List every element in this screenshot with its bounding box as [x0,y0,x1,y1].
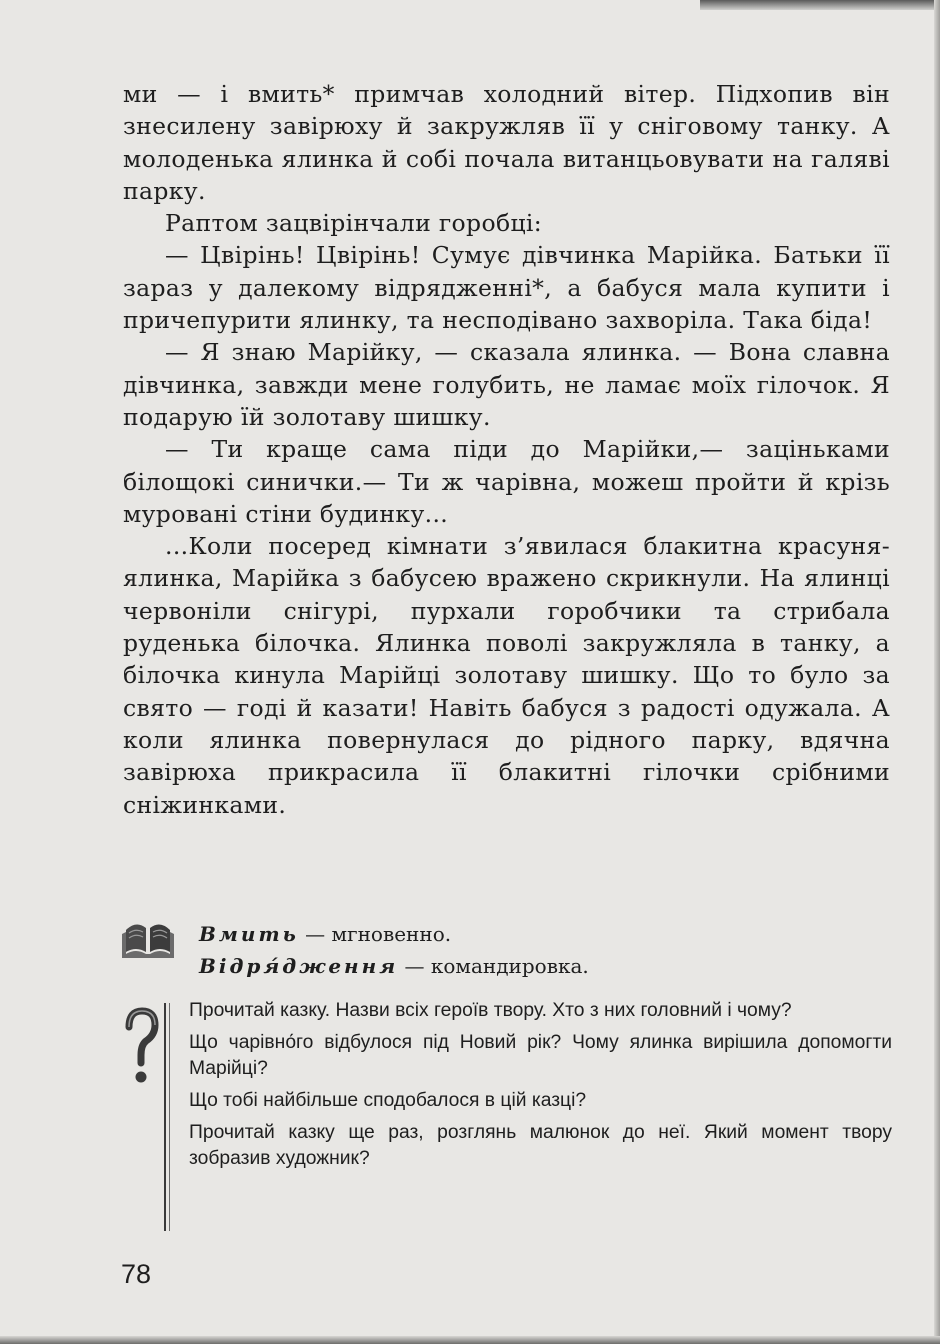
question-item: Прочитай казку. Назви всіх героїв твору. Хто з них головний і чому? [189,1000,792,1021]
page-edge-shadow-right [934,0,940,1344]
story-paragraph: — Ти краще сама піди до Марійки,— заціньками білощокі синички.— Ти ж чарівна, можеш пройти й крізь муровані стіни будинку... [123,435,890,528]
question-item: Прочитай казку ще раз, розглянь малюнок до неї. Який момент твору зобразив художник? [189,1122,892,1169]
story-text [123,78,890,821]
glossary-entry [199,918,589,950]
story-paragraph: Раптом зацвірінчали горобці: [165,209,543,238]
glossary [118,918,878,982]
page-edge-shadow-bottom [0,1336,940,1344]
glossary-entry [199,950,589,982]
glossary-definition: — мгновенно. [298,922,452,946]
question-item: Що тобі найбільше сподобалося в цій казці? [189,1090,587,1111]
page-edge-shadow-top [700,0,940,10]
story-paragraph: — Я знаю Марійку, — сказала ялинка. — Вона славна дівчинка, завжди мене голубить, не ламає моїх гілочок. Я подарую їй золотаву шишку. [123,338,890,431]
question-mark-icon [122,1005,160,1089]
story-paragraph: — Цвірінь! Цвірінь! Сумує дівчинка Марійка. Батьки її зараз у далекому відрядженні*, а бабуся мала купити і причепурити ялинку, та несподівано захворіла. Така біда! [123,241,890,335]
open-book-icon [118,920,178,960]
glossary-definition: — командировка. [398,954,589,978]
questions-divider [164,1003,166,1231]
glossary-term: Вмить [199,922,299,946]
question-item: Що чарівно́го відбулося під Новий рік? Чому ялинка вирішила допомогти Марійці? [189,1032,892,1079]
questions-block [118,995,893,1235]
story-paragraph: ...Коли посеред кімнати з’явилася блакитна красуня-ялинка, Марійка з бабусею вражено скрикнули. На ялинці червоніли снігурі, пурхали горобчики та стрибала руденька білочка. Ялинка поволі закружляла в танку, а білочка кинула Марійці золотаву шишку. Що то було за свято — годі й казати! Навіть бабуся з радості одужала. А коли ялинка повернулася до рідного парку, вдячна завірюха прикрасила її блакитні гілочки срібними сніжинками. [123,532,890,819]
story-paragraph: ми — і вмить* примчав холодний вітер. Підхопив він знесилену завірюху й закружляв її у сніговому танку. А молоденька ялинка й собі почала витанцьовувати на галяві парку. [123,80,890,205]
questions-divider [169,1003,170,1231]
page-number: 78 [121,1259,152,1289]
glossary-term: Відря́дження [199,954,399,978]
